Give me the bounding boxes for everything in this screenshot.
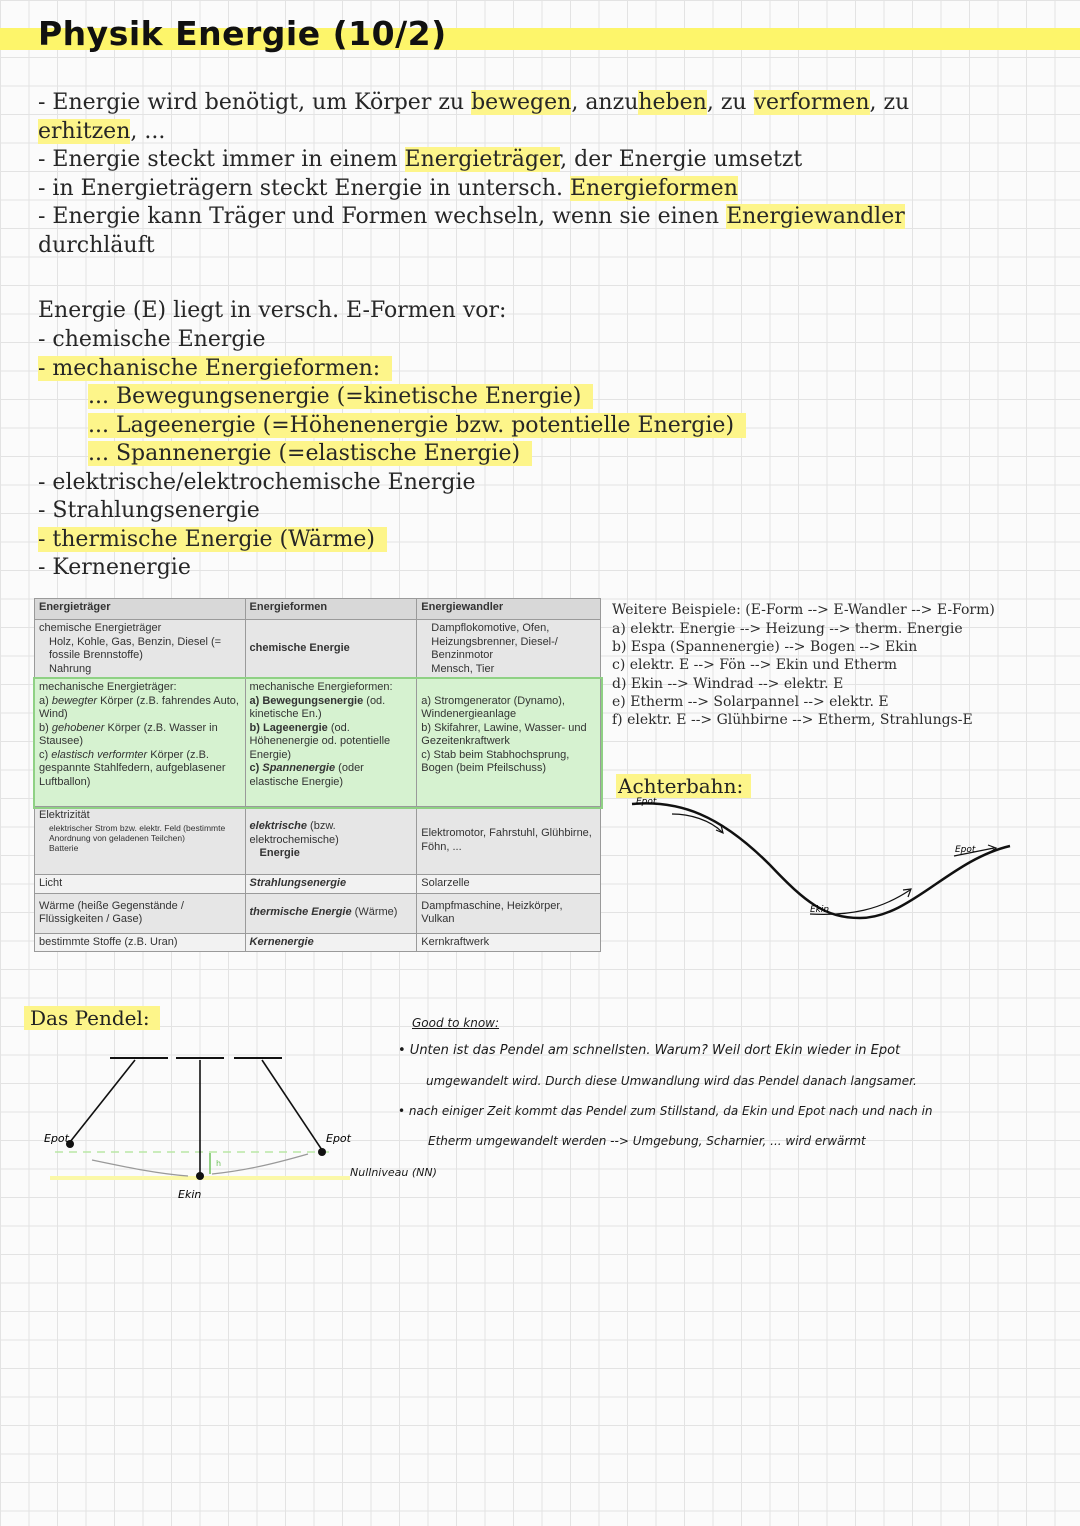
energy-form-item — [38, 554, 191, 582]
pendulum-epot-left: Epot — [44, 1132, 69, 1145]
cell-text: elastisch verformter — [51, 748, 148, 761]
energy-form-item — [38, 326, 266, 354]
table-cell — [417, 620, 601, 679]
table-cell: Kernkraftwerk — [417, 933, 601, 952]
coaster-heading: Achterbahn: — [616, 774, 751, 798]
intro-text: , zu — [869, 90, 910, 115]
highlighted-term: Energieträger — [404, 147, 561, 172]
cell-text: mechanische Energieformen: — [249, 681, 393, 693]
cell-text: elektrischer Strom bzw. elektr. Feld (bestimmte Anordnung von geladenen Teilchen) — [49, 822, 226, 843]
energy-form-item — [38, 526, 387, 554]
intro-line — [38, 232, 155, 260]
table-cell — [245, 893, 417, 933]
pendulum-epot-right: Epot — [326, 1132, 351, 1145]
table-header: Energieformen — [245, 599, 417, 620]
intro-text: , der Energie umsetzt — [560, 147, 803, 172]
highlighted-term: Energiewandler — [726, 204, 905, 229]
table-row — [35, 875, 601, 894]
energy-form-label: ... Spannenergie (=elastische Energie) — [88, 441, 532, 466]
example-line: b) Espa (Spannenergie) --> Bogen --> Ekin — [612, 639, 918, 655]
energy-form-label: - Strahlungsenergie — [38, 498, 260, 523]
cell-text: Batterie — [49, 842, 79, 853]
table-cell: Wärme (heiße Gegenstände / Flüssigkeiten / Gase) — [35, 893, 246, 933]
cell-text: Körper (z.B. Wasser in Stausee) — [39, 721, 218, 747]
good-to-know-line: • nach einiger Zeit kommt das Pendel zum Stillstand, da Ekin und Epot nach und nach in — [398, 1104, 933, 1118]
energy-form-label: ... Lageenergie (=Höhenenergie bzw. potentielle Energie) — [88, 413, 746, 438]
cell-text: Lageenergie — [262, 721, 328, 734]
pendulum-bob — [318, 1148, 326, 1156]
table-row — [35, 620, 601, 679]
example-line: f) elektr. E --> Glühbirne --> Etherm, Strahlungs-E — [612, 712, 973, 728]
highlighted-term: erhitzen — [38, 119, 131, 144]
intro-text: , zu — [706, 90, 754, 115]
intro-text: - Energie wird benötigt, um Körper zu — [38, 90, 472, 115]
example-line: e) Etherm --> Solarpannel --> elektr. E — [612, 694, 889, 710]
pendulum-heading: Das Pendel: — [24, 1006, 160, 1030]
energy-form-label: - elektrische/elektrochemische Energie — [38, 469, 476, 495]
cell-text: c) — [249, 762, 260, 774]
good-to-know-line: • Unten ist das Pendel am schnellsten. Warum? Weil dort Ekin wieder in Epot — [398, 1043, 901, 1058]
cell-text: (od. Höhenenergie od. potentielle Energie) — [249, 721, 391, 761]
cell-text: Mensch, Tier — [431, 662, 495, 675]
table-cell — [35, 807, 246, 875]
intro-text: - in Energieträgern steckt Energie in untersch. — [38, 176, 570, 201]
pendulum-string — [70, 1060, 135, 1142]
cell-text: bewegter — [51, 694, 98, 707]
good-to-know-heading: Good to know: — [412, 1016, 500, 1030]
table-row — [35, 893, 601, 933]
cell-text: chemische Energieträger — [39, 622, 162, 634]
good-to-know-line: umgewandelt wird. Durch diese Umwandlung wird das Pendel danach langsamer. — [426, 1074, 917, 1088]
pendulum-diagram — [40, 1050, 460, 1210]
intro-text: durchläuft — [38, 233, 155, 258]
highlighted-term: heben — [638, 90, 707, 115]
energy-form-item — [88, 440, 532, 468]
energy-form-item — [88, 412, 746, 440]
cell-text: (Wärme) — [351, 906, 398, 919]
cell-text: Bewegungsenergie — [262, 694, 364, 707]
table-cell: Strahlungsenergie — [245, 875, 417, 894]
cell-text: a) Stromgenerator (Dynamo), Windenergieanlage — [421, 694, 565, 720]
intro-line — [38, 175, 738, 203]
energy-form-label: - thermische Energie (Wärme) — [38, 527, 387, 552]
cell-text: (od. kinetische En.) — [249, 694, 386, 720]
pendulum-bob — [196, 1172, 204, 1180]
arrow-icon — [212, 1154, 308, 1174]
cell-text: Elektrizität — [39, 809, 90, 821]
coaster-diagram — [610, 790, 1030, 940]
energy-form-item — [38, 355, 392, 383]
table-cell: Dampfmaschine, Heizkörper, Vulkan — [417, 893, 601, 933]
table-cell: Elektromotor, Fahrstuhl, Glühbirne, Föhn, ... — [417, 807, 601, 875]
table-cell: bestimmte Stoffe (z.B. Uran) — [35, 933, 246, 952]
table-cell: chemische Energie — [245, 620, 417, 679]
table-header: Energieträger — [35, 599, 246, 620]
cell-text: c) Stab beim Stabhochsprung, Bogen (beim Pfeilschuss) — [421, 748, 570, 774]
table-cell — [35, 679, 246, 807]
cell-text: b) — [249, 721, 260, 734]
intro-text: , ... — [130, 119, 166, 144]
table-header: Energiewandler — [417, 599, 601, 620]
arrow-icon — [92, 1160, 188, 1176]
cell-text: Nahrung — [49, 662, 92, 675]
cell-text: (oder elastische Energie) — [249, 762, 364, 788]
height-label: h — [216, 1159, 222, 1168]
intro-line — [38, 89, 909, 117]
energy-table — [34, 598, 601, 952]
table-row — [35, 807, 601, 875]
cell-text: Energie — [259, 847, 300, 860]
intro-line — [38, 146, 802, 174]
energy-form-item — [38, 497, 260, 525]
energy-form-item — [88, 383, 593, 411]
cell-text: Dampflokomotive, Ofen, Heizungsbrenner, Diesel-/ Benzinmotor — [431, 622, 558, 661]
forms-heading: Energie (E) liegt in versch. E-Formen vor: — [38, 298, 507, 323]
intro-text: , anzu — [571, 90, 639, 115]
coaster-epot-left: Epot — [636, 797, 657, 807]
highlighted-term: verformen — [753, 90, 870, 115]
examples-heading: Weitere Beispiele: (E-Form --> E-Wandler --> E-Form) — [612, 602, 995, 618]
cell-text: elektrische — [249, 820, 307, 833]
cell-text: a) — [249, 694, 260, 707]
example-line: c) elektr. E --> Fön --> Ekin und Etherm — [612, 657, 897, 673]
table-cell: Solarzelle — [417, 875, 601, 894]
cell-text: a) — [39, 694, 49, 707]
cell-text: gehobener — [51, 721, 105, 734]
table-cell — [417, 679, 601, 807]
energy-form-label: - Kernenergie — [38, 555, 191, 580]
pendulum-string — [262, 1060, 322, 1150]
good-to-know-line: Etherm umgewandelt werden --> Umgebung, Scharnier, ... wird erwärmt — [428, 1134, 866, 1148]
energy-form-item — [38, 469, 476, 497]
coaster-ekin: Ekin — [810, 905, 830, 915]
cell-text: Körper (z.B. gespannte Stahlfedern, aufgeblasener Luftballon) — [39, 748, 226, 788]
highlighted-term: Energieformen — [570, 176, 738, 201]
table-cell — [245, 679, 417, 807]
intro-text: - Energie steckt immer in einem — [38, 147, 405, 172]
table-cell — [35, 620, 246, 679]
energy-form-label: ... Bewegungsenergie (=kinetische Energie) — [88, 384, 593, 409]
example-line: a) elektr. Energie --> Heizung --> therm. Energie — [612, 621, 963, 637]
cell-text: Spannenergie — [262, 762, 336, 774]
table-row — [35, 933, 601, 952]
arrow-icon — [672, 814, 722, 832]
cell-text: Körper (z.B. fahrendes Auto, Wind) — [39, 694, 239, 720]
page-title: Physik Energie (10/2) — [38, 14, 447, 53]
energy-form-label: - chemische Energie — [38, 327, 266, 352]
intro-text: - Energie kann Träger und Formen wechseln, wenn sie einen — [38, 204, 727, 229]
intro-line — [38, 118, 165, 146]
cell-text: thermische Energie — [249, 906, 352, 919]
table-row — [35, 679, 601, 807]
table-cell: Licht — [35, 875, 246, 894]
cell-text: (bzw. elektrochemische) — [249, 820, 339, 846]
cell-text: c) — [39, 748, 49, 761]
cell-text: b) Skifahrer, Lawine, Wasser- und Gezeitenkraftwerk — [421, 721, 587, 747]
cell-text: Holz, Kohle, Gas, Benzin, Diesel (= fossile Brennstoffe) — [49, 635, 222, 661]
cell-text: mechanische Energieträger: — [39, 681, 177, 693]
table-cell — [245, 807, 417, 875]
pendulum-ekin: Ekin — [178, 1188, 202, 1201]
coaster-track — [632, 803, 1010, 918]
energy-form-label: - mechanische Energieformen: — [38, 356, 392, 381]
coaster-epot-right: Epot — [955, 845, 976, 855]
null-level-label: Nullniveau (NN) — [350, 1166, 437, 1179]
example-line: d) Ekin --> Windrad --> elektr. E — [612, 676, 844, 692]
cell-text: b) — [39, 721, 49, 734]
table-cell: Kernenergie — [245, 933, 417, 952]
intro-line — [38, 203, 905, 231]
highlighted-term: bewegen — [471, 90, 572, 115]
